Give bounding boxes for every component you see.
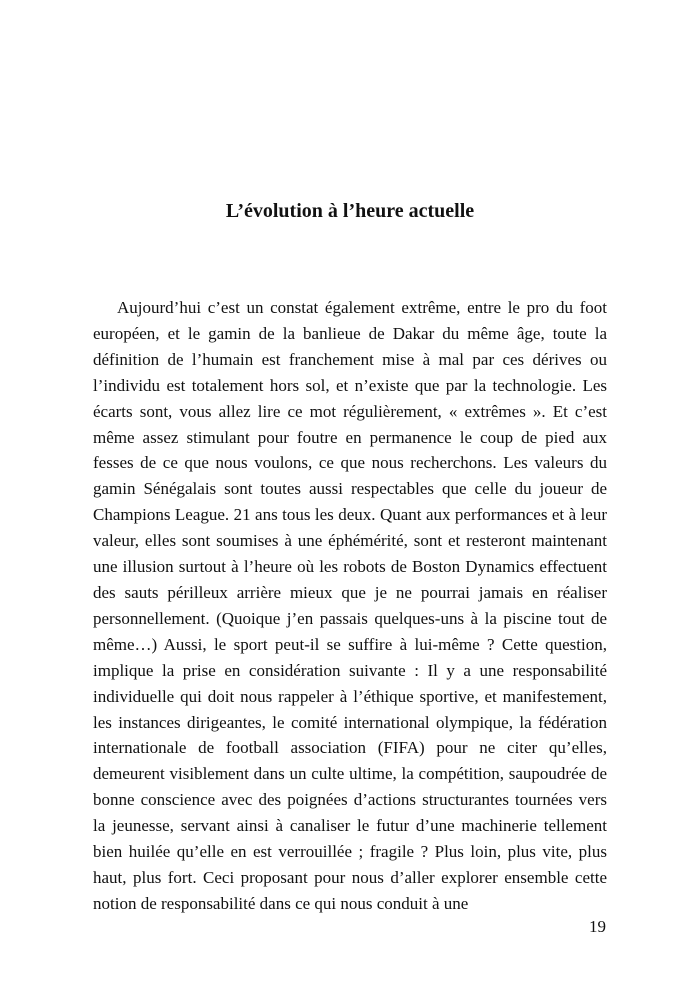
chapter-title: L’évolution à l’heure actuelle [225, 200, 475, 222]
page-number: 19 [589, 917, 606, 936]
body-paragraph: Aujourd’hui c’est un constat également extrême, entre le pro du foot européen, et le gamin de la banlieue de Dakar du même âge, toute la définition de l’humain est franchement mise à mal par ces dérives ou l’individu est totalement hors sol, et n’existe que par la technologie. Les écarts sont, vous allez lire ce mot régulièrement, « extrêmes ». Et c’est même assez stimulant pour foutre en permanence le coup de pied aux fesses de ce que nous voulons, ce que nous recherchons. Les valeurs du gamin Sénégalais sont toutes aussi respectables que celle du joueur de Champions League. 21 ans tous les deux. Quant aux performances et à leur valeur, elles sont soumises à une éphémérité, sont et resteront maintenant une illusion surtout à l’heure où les robots de Boston Dynamics effectuent des sauts périlleux arrière mieux que je ne pourrai jamais en réaliser personnellement. (Quoique j’en passais quelques-uns à la piscine tout de même…) Aussi, le sport peut-il se suffire à lui-même ? Cette question, implique la prise en considération suivante : Il y a une responsabilité individuelle qui doit nous rappeler à l’éthique sportive, et manifestement, les instances dirigeantes, le comité international olympique, la fédération internationale de football association (FIFA) pour ne citer qu’elles, demeurent visiblement dans un culte ultime, la compétition, saupoudrée de bonne conscience avec des poignées d’actions structurantes tournées vers la jeunesse, servant ainsi à canaliser le futur d’une machinerie tellement bien huilée qu’elle en est verrouillée ; fragile ? Plus loin, plus vite, plus haut, plus fort. Ceci proposant pour nous d’aller explorer ensemble cette notion de responsabilité dans ce qui nous conduit à une [93, 298, 607, 913]
